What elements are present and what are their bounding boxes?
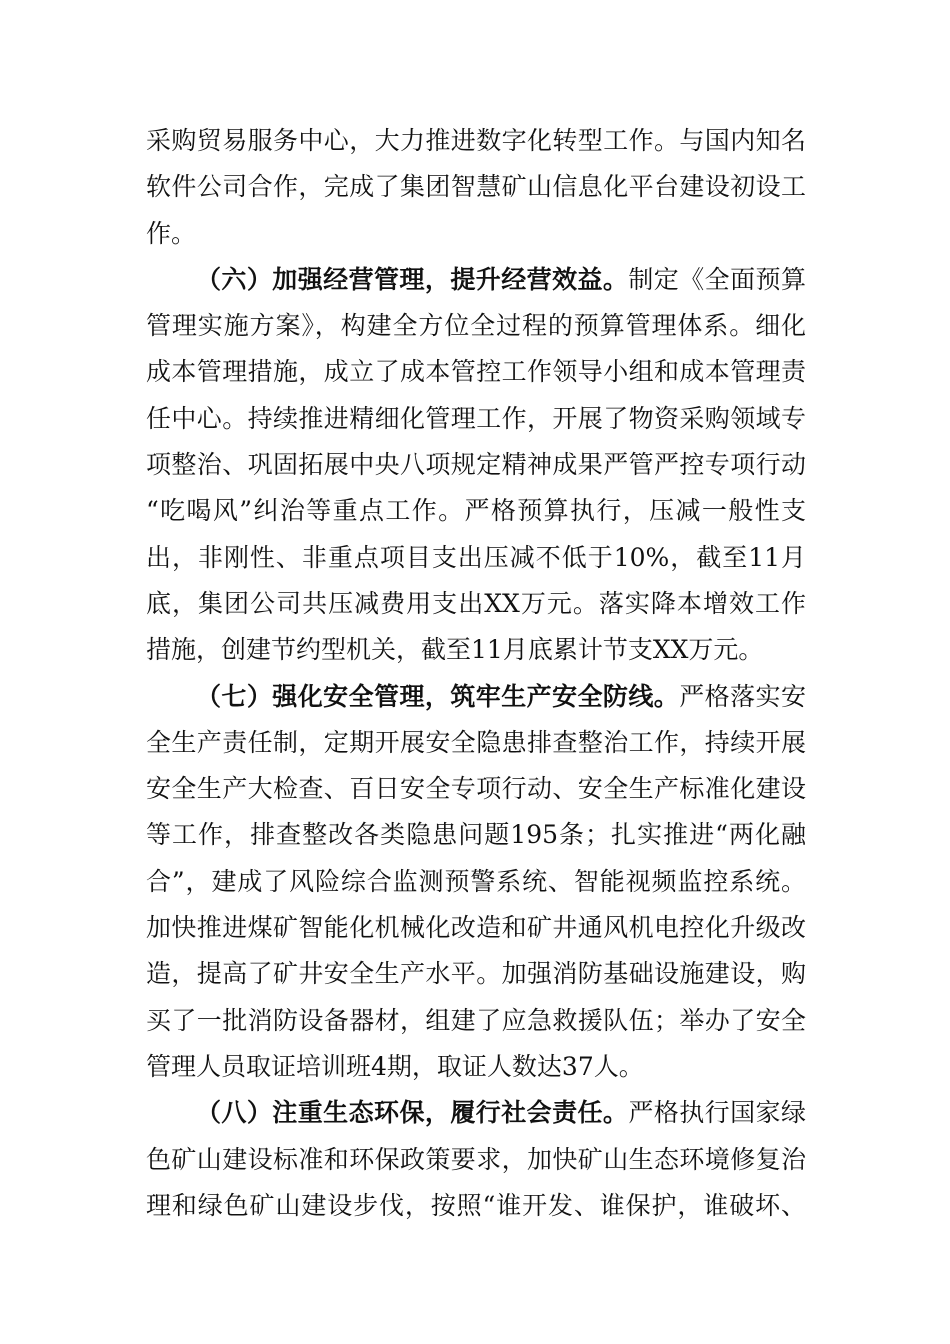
text-line [146, 1090, 806, 1136]
text-line: 等工作，排查整改各类隐患问题195条；扎实推进“两化融 [146, 820, 806, 850]
text-line: 措施，创建节约型机关，截至11月底累计节支XX万元。 [146, 635, 764, 665]
text-fragment: 严格执行国家绿 [628, 1098, 806, 1128]
text-fragment: 制定《全面预算 [628, 264, 806, 294]
text-line: 作。 [146, 218, 197, 248]
text-line: 任中心。持续推进精细化管理工作，开展了物资采购领域专 [146, 403, 806, 433]
text-line: 色矿山建设标准和环保政策要求，加快矿山生态环境修复治 [146, 1144, 806, 1174]
section-heading-six: （六）加强经营管理，提升经营效益。 [196, 264, 629, 294]
text-line: 项整治、巩固拓展中央八项规定精神成果严管严控专项行动 [146, 450, 806, 480]
text-fragment: 严格落实安 [679, 681, 806, 711]
paragraph-continued [146, 118, 806, 257]
document-page [146, 118, 806, 1229]
text-line [146, 257, 806, 303]
text-line: 采购贸易服务中心，大力推进数字化转型工作。与国内知名 [146, 126, 806, 155]
text-line: 加快推进煤矿智能化机械化改造和矿井通风机电控化升级改 [146, 913, 806, 943]
text-line: 软件公司合作，完成了集团智慧矿山信息化平台建设初设工 [146, 172, 806, 202]
text-line: 管理实施方案》，构建全方位全过程的预算管理体系。细化 [146, 311, 806, 341]
text-line: 安全生产大检查、百日安全专项行动、安全生产标准化建设 [146, 774, 806, 804]
text-line: 买了一批消防设备器材，组建了应急救援队伍；举办了安全 [146, 1005, 806, 1035]
text-line: 成本管理措施，成立了成本管控工作领导小组和成本管理责 [146, 357, 806, 387]
paragraph-section-eight [146, 1090, 806, 1229]
text-line: 管理人员取证培训班4期，取证人数达37人。 [146, 1051, 644, 1081]
paragraph-section-six [146, 257, 806, 674]
section-heading-eight: （八）注重生态环保，履行社会责任。 [196, 1098, 629, 1128]
text-line: 合”，建成了风险综合监测预警系统、智能视频监控系统。 [146, 866, 806, 896]
paragraph-section-seven [146, 674, 806, 1091]
text-line: 底，集团公司共压减费用支出XX万元。落实降本增效工作 [146, 588, 806, 618]
text-line: 全生产责任制，定期开展安全隐患排查整治工作，持续开展 [146, 727, 806, 757]
text-line [146, 674, 806, 720]
text-line: 理和绿色矿山建设步伐，按照“谁开发、谁保护，谁破坏、 [146, 1190, 806, 1220]
text-line: 造，提高了矿井安全生产水平。加强消防基础设施建设，购 [146, 959, 806, 989]
section-heading-seven: （七）强化安全管理，筑牢生产安全防线。 [196, 681, 680, 711]
text-line: “吃喝风”纠治等重点工作。严格预算执行，压减一般性支 [146, 496, 806, 526]
text-line: 出，非刚性、非重点项目支出压减不低于10%，截至11月 [146, 542, 806, 572]
